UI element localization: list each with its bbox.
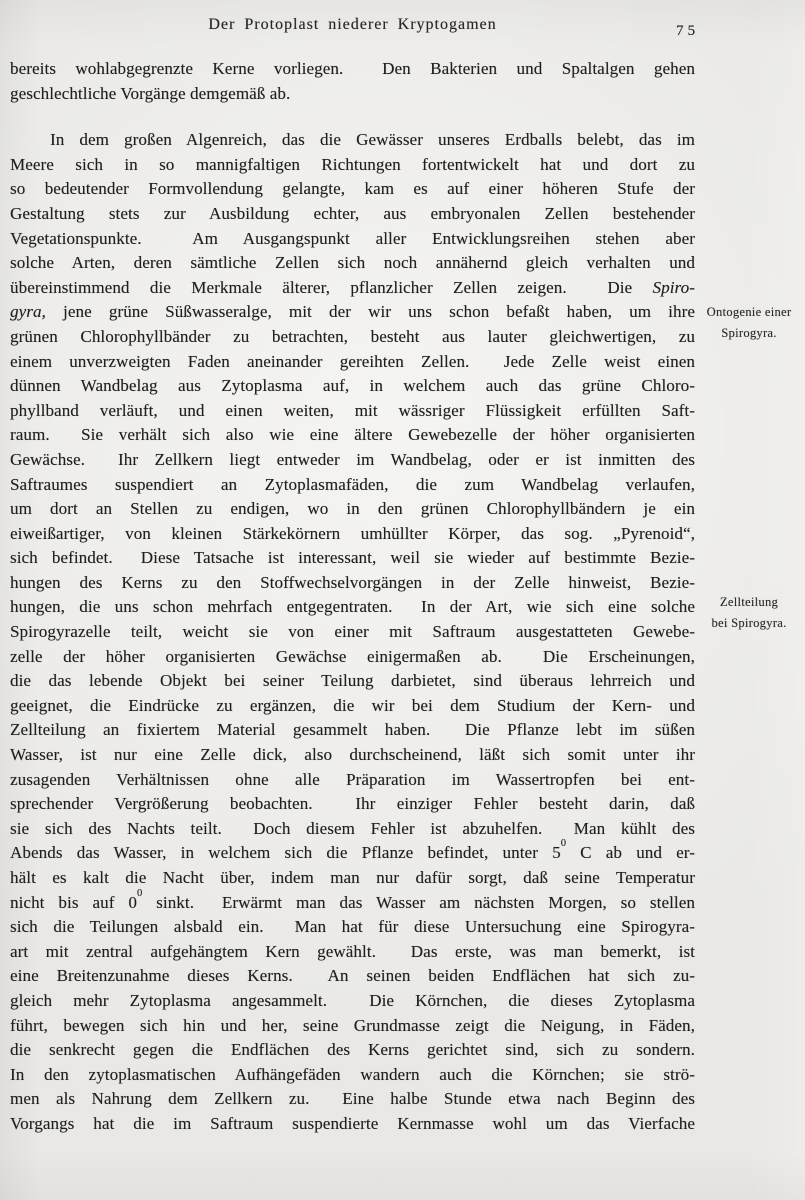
text-line: bereits wohlabgegrenzte Kerne vorliegen. Den Bakterien und Spaltalgen gehen [10,59,695,78]
text-line: In dem großen Algenreich, das die Gewässer unseres Erdballs belebt, das im [50,130,695,150]
text-line: dünnen Wandbelag aus Zytoplasma auf, in welchem auch das grüne Chloro- [10,376,695,396]
text-line: solche Arten, deren sämtliche Zellen sich noch annähernd gleich verhalten und [10,253,695,273]
margin-note-zellteilung [696,592,802,634]
text-line: sich die Teilungen alsbald ein. Man hat für diese Untersuchung eine Spirogyra- [10,917,695,937]
text-line: eiweißartiger, von kleinen Stärkekörnern umhüllter Körper, das sog. „Pyrenoid“, [10,523,695,543]
text-line: Abends das Wasser, in welchem sich die Pflanze befindet, unter $5^0$ C ab und er- [10,838,695,863]
italic-species-name: gyra, [10,302,46,322]
text-line: In den zytoplasmatischen Aufhängefäden wandern auch die Körnchen; sie strö- [10,1064,695,1084]
text-line: gleich mehr Zytoplasma angesammelt. Die Körnchen, die dieses Zytoplasma [10,990,695,1010]
italic-species-name: Spiro- [652,277,695,297]
superscript-degree: 0 [560,838,566,850]
text-line: gyra, jene grüne Süßwasseralge, mit der wir uns schon befaßt haben, um ihre [10,302,695,322]
running-header [10,16,695,34]
text-line: art mit zentral aufgehängtem Kern gewählt. Das erste, was man bemerkt, ist [10,941,695,961]
text-line: Vegetationspunkte. Am Ausgangspunkt aller Entwicklungsreihen stehen aber [10,228,695,248]
text-line: einem unverzweigten Faden aneinander gereihten Zellen. Jede Zelle weist einen [10,351,695,371]
text-line: sie sich des Nachts teilt. Doch diesem Fehler ist abzuhelfen. Man kühlt des [10,818,695,838]
text-line: men als Nahrung dem Zellkern zu. Eine halbe Stunde etwa nach Beginn des [10,1089,695,1109]
text-line: so bedeutender Formvollendung gelangte, kam es auf einer höheren Stufe der [10,179,695,199]
text-line: um dort an Stellen zu endigen, wo in den grünen Chlorophyllbändern je ein [10,499,695,519]
text-line: übereinstimmend die Merkmale älterer, pflanzlicher Zellen zeigen. Die Spiro- [10,277,695,297]
text-line: Wasser, ist nur eine Zelle dick, also durchscheinend, läßt sich somit unter ihr [10,745,695,765]
text-line: eine Breitenzunahme dieses Kerns. An seinen beiden Endflächen hat sich zu- [10,966,695,986]
text-line: Gestaltung stets zur Ausbildung echter, aus embryonalen Zellen bestehender [10,203,695,223]
text-line: sprechender Vergrößerung beobachten. Ihr einziger Fehler besteht darin, daß [10,794,695,814]
text-line: Vorgangs hat die im Saftraum suspendierte Kernmasse wohl um das Vierfache [10,1113,695,1133]
superscript-degree: 0 [136,887,143,899]
text-line: Zellteilung an fixiertem Material gesammelt haben. Die Pflanze lebt im süßen [10,720,695,740]
text-line: zelle der höher organisierten Gewächse einigermaßen ab. Die Erscheinungen, [10,646,695,666]
text-line: die das lebende Objekt bei seiner Teilung darbietet, sind überaus lehrreich und [10,671,695,691]
text-line: Gewächse. Ihr Zellkern liegt entweder im Wandbelag, oder er ist inmitten des [10,449,695,469]
text-line: geeignet, die Eindrücke zu ergänzen, die wir bei dem Studium der Kern- und [10,695,695,715]
text-line: hält es kalt die Nacht über, indem man nur dafür sorgt, daß seine Temperatur [10,868,695,887]
text-line: raum. Sie verhält sich also wie eine ältere Gewebezelle der höher organisierten [10,425,695,445]
text-line: phyllband verläuft, und einen weiten, mit wässriger Flüssigkeit erfüllten Saft- [10,400,695,420]
margin-note-line: bei Spirogyra. [711,616,787,630]
text-line: grünen Chlorophyllbänder zu betrachten, besteht aus lauter gleichwertigen, zu [10,326,695,346]
body-text [10,57,695,1137]
text-line: sich befindet. Diese Tatsache ist interessant, weil sie wieder auf bestimmte Bezie- [10,548,695,568]
text-line: geschlechtliche Vorgänge demgemäß ab. [10,83,291,103]
text-line: die senkrecht gegen die Endflächen des Kerns gerichtet sind, sich zu sondern. [10,1040,695,1060]
text-line: Spirogyrazelle teilt, weicht sie von einer mit Saftraum ausgestatteten Gewebe- [10,622,695,642]
paragraph [10,128,695,1136]
page-number: 75 [676,23,699,39]
text-line: hungen, die uns schon mehrfach entgegentraten. In der Art, wie sich eine solche [10,597,695,617]
margin-note-line: Ontogenie einer [706,305,792,319]
running-title: Der Protoplast niederer Kryptogamen [208,16,497,33]
text-line: führt, bewegen sich hin und her, seine Grundmasse zeigt die Neigung, in Fäden, [10,1015,695,1035]
margin-note-line: Spirogyra. [721,326,777,340]
margin-note-ontogenie [696,302,802,344]
margin-note-line: Zellteilung [719,595,779,609]
paragraph [10,57,695,106]
text-line: zusagenden Verhältnissen ohne alle Präparation im Wassertropfen bei ent- [10,769,695,789]
text-line: Meere sich in so mannigfaltigen Richtungen fortentwickelt hat und dort zu [10,154,695,174]
text-line: hungen des Kerns zu den Stoffwechselvorgängen in der Zelle hinweist, Bezie- [10,572,695,592]
text-line: nicht bis auf $0^0$ sinkt. Erwärmt man das Wasser am nächsten Morgen, so stellen [10,887,695,912]
text-line: Saftraumes suspendiert an Zytoplasmafäden, die zum Wandbelag verlaufen, [10,474,695,494]
